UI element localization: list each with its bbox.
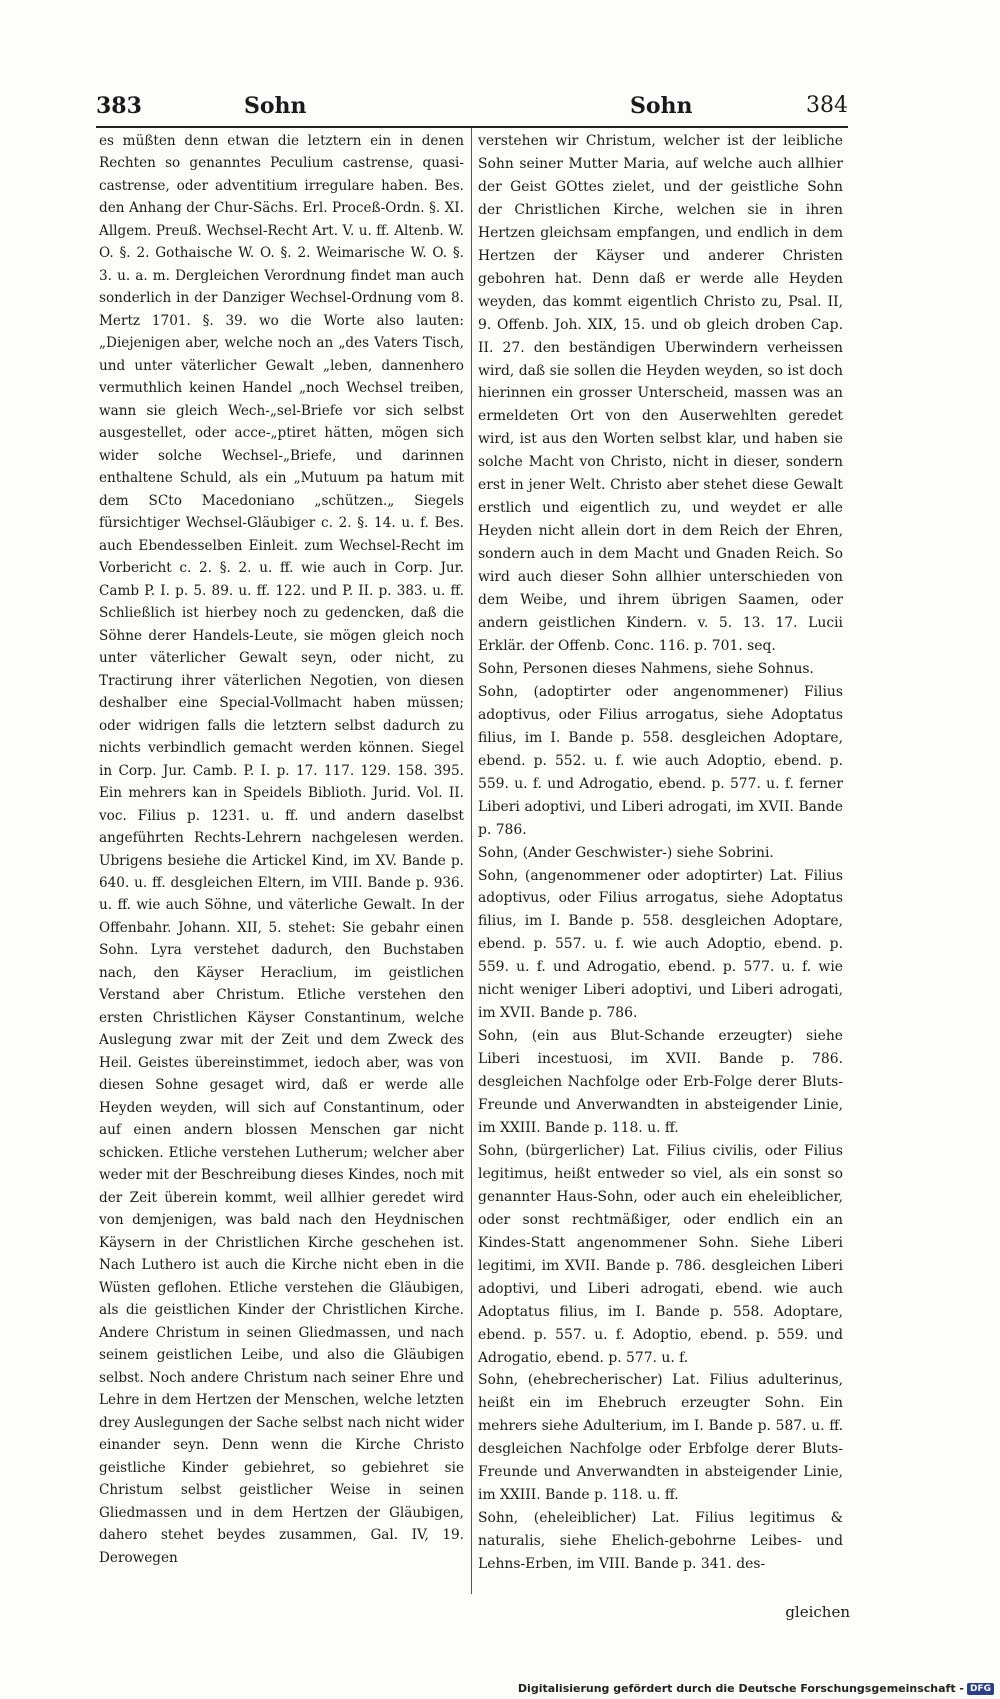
header-rule xyxy=(96,126,848,128)
page-number-right: 384 xyxy=(806,93,848,118)
running-title-right: Sohn xyxy=(630,93,693,119)
dfg-logo: DFG xyxy=(967,1683,994,1695)
entry-sohn-angenommener: Sohn, (angenommener oder adoptirter) Lat. Filius adoptivus, oder Filius arrogatus, siehe Adoptatus filius, im I. Bande p. 558. desgleichen Adoptare, ebend. p. 557. u. f. wie auch Adoptio, ebend. p. 559. u. f. und Adrogatio, ebend. p. 577. u. f. wie nicht weniger Liberi adoptivi, und Liberi adrogati, im XVII. Bande p. 786. xyxy=(478,867,843,1022)
entry-sohn-personen: Sohn, Personen dieses Nahmens, siehe Sohnus. xyxy=(478,660,814,677)
page-number-left: 383 xyxy=(96,93,142,119)
entry-sohn-ehebrecherischer: Sohn, (ehebrecherischer) Lat. Filius adulterinus, heißt ein im Ehebruch erzeugter Sohn. Ein mehrers siehe Adulterium, im I. Bande p. 587. u. ff. desgleichen Nachfolge oder Erbfolge derer Bluts-Freunde und Anverwandten in absteigender Linie, im XXIII. Bande p. 118. u. ff. xyxy=(478,1372,843,1504)
entry-sohn-blutschande: Sohn, (ein aus Blut-Schande erzeugter) siehe Liberi incestuosi, im XVII. Bande p. 786. desgleichen Nachfolge oder Erb-Folge derer Bluts-Freunde und Anverwandten in absteigender Linie, im XXIII. Bande p. 118. u. ff. xyxy=(478,1028,843,1136)
entry-sohn-buergerlicher: Sohn, (bürgerlicher) Lat. Filius civilis, oder Filius legitimus, heißt entweder so viel, als ein sonst so genannter Haus-Sohn, oder auch ein eheleiblicher, oder sonst rechtmäßiger, oder endlich ein an Kindes-Statt angenommener Sohn. Siehe Liberi legitimi, im XVII. Bande p. 786. desgleichen Liberi adoptivi, und Liberi adrogati, ebend. wie auch Adoptatus filius, im I. Bande p. 558. Adoptare, ebend. p. 557. u. f. Adoptio, ebend. p. 559. und Adrogatio, ebend. p. 577. u. f. xyxy=(478,1142,843,1366)
column-divider xyxy=(471,128,472,1594)
footer-credit xyxy=(518,1682,994,1695)
entry-sohn-eheleiblicher: Sohn, (eheleiblicher) Lat. Filius legitimus & naturalis, siehe Ehelich-gebohrne Leibes- und Lehns-Erben, im VIII. Bande p. 341. des- xyxy=(478,1510,843,1573)
entry-sohn-adoptirter: Sohn, (adoptirter oder angenommener) Filius adoptivus, oder Filius arrogatus, siehe Adoptatus filius, im I. Bande p. 558. desgleichen Adoptare, ebend. p. 552. u. f. wie auch Adoptio, ebend. p. 559. u. f. und Adrogatio, ebend. p. 577. u. f. ferner Liberi adoptivi, und Liberi adrogati, im XVII. Bande p. 786. xyxy=(478,683,843,838)
paragraph: verstehen wir Christum, welcher ist der leibliche Sohn seiner Mutter Maria, auf welche auch allhier der Geist GOttes zielet, und der geistliche Sohn der Christlichen Kirche, welchen sie in ihren Hertzen gleichsam empfangen, und endlich in dem Hertzen der Käyser und anderer Christen gebohren hat. Denn daß er werde alle Heyden weyden, das kommt eigentlich Christo zu, Psal. II, 9. Offenb. Joh. XIX, 15. und ob gleich droben Cap. II. 27. den beständigen Uberwindern verheissen wird, daß sie sollen die Heyden weyden, so ist doch hierinnen ein grosser Unterscheid, massen was an ermeldeten Ort von den Auserwehlten geredet wird, ist aus den Worten selbst klar, und haben sie solche Macht von Christo, nicht in dieser, sondern erst in jener Welt. Christo aber stehet diese Gewalt erstlich und eigentlich zu, und weydet er alle Heyden nicht allein dort in dem Reich der Ehren, sondern auch in dem Macht und Gnaden Reich. So wird auch dieser Sohn allhier unterschieden von dem Weibe, und ihrem übrigen Saamen, oder andern geistlichen Kindern. v. 5. 13. 17. Lucii Erklär. der Offenb. Conc. 116. p. 701. seq. xyxy=(478,133,843,654)
catchword: gleichen xyxy=(785,1603,850,1621)
paragraph: es müßten denn etwan die letztern ein in denen Rechten so genanntes Peculium castrense, quasi-castrense, oder adventitium irregulare haben. Bes. den Anhang der Chur-Sächs. Erl. Proceß-Ordn. §. XI. Allgem. Preuß. Wechsel-Recht Art. V. u. ff. Altenb. W. O. §. 2. Gothaische W. O. §. 2. Weimarische W. O. §. 3. u. a. m. Dergleichen Verordnung findet man auch sonderlich in der Danziger Wechsel-Ordnung vom 8. Mertz 1701. §. 39. wo die Worte also lauten: „Diejenigen aber, welche noch an „des Vaters Tisch, und unter väterlicher Gewalt „leben, dannenhero vermuthlich keinen Handel „noch Wechsel treiben, wann sie gleich Wech-„sel-Briefe vor sich selbst ausgestellet, oder acce-„ptiret hätten, mögen sich wider solche Wechsel-„Briefe, und darinnen enthaltene Schuld, als ein „Mutuum pa hatum mit dem SCto Macedoniano „schützen.„ Siegels fürsichtiger Wechsel-Gläubiger c. 2. §. 14. u. f. Bes. auch Ebendesselben Einleit. zum Wechsel-Recht im Vorbericht c. 2. §. 2. u. ff. wie auch in Corp. Jur. Camb P. I. p. 5. 89. u. ff. 122. und P. II. p. 383. u. ff. Schließlich ist hierbey noch zu gedencken, daß die Söhne derer Handels-Leute, sie mögen gleich noch unter väterlicher Gewalt seyn, oder nicht, zu Tractirung ihrer väterlichen Negotien, von diesen deshalber eine Special-Vollmacht haben müssen; oder widrigen falls die letztern selbst dadurch zu nichts verbindlich gemacht werden können. Siegel in Corp. Jur. Camb. P. I. p. 17. 117. 129. 158. 395. Ein mehrers kan in Speidels Biblioth. Jurid. Vol. II. voc. Filius p. 1231. u. ff. und andern daselbst angeführten Rechts-Lehrern nachgelesen werden. Ubrigens besiehe die Artickel Kind, im XV. Bande p. 640. u. ff. desgleichen Eltern, im VIII. Bande p. 936. u. ff. wie auch Söhne, und väterliche Gewalt. In der Offenbahr. Johann. XII, 5. stehet: Sie gebahr einen Sohn. Lyra verstehet dadurch, den Buchstaben nach, den Käyser Heraclium, im geistlichen Verstand aber Christum. Etliche verstehen den ersten Christlichen Käyser Constantinum, welche Auslegung zwar mit der Zeit und dem Zweck des Heil. Geistes übereinstimmet, iedoch aber, was von diesen Sohne gesaget wird, daß er werde alle Heyden weyden, will sich auf Constantinum, oder auf einen andern blossen Menschen gar nicht schicken. Etliche verstehen Lutherum; welcher aber weder mit der Beschreibung dieses Kindes, noch mit der Zeit überein kommt, weil allhier geredet wird von demjenigen, was bald nach den Heydnischen Käysern in der Christlichen Kirche geschehen ist. Nach Luthero ist auch die Kirche nicht eben in die Wüsten geflohen. Etliche verstehen die Gläubigen, als die geistlichen Kinder der Christlichen Kirche. Andere Christum in seinen Gliedmassen, und nach seinem geistlichen Leibe, und also die Gläubigen selbst. Noch andere Christum nach seiner Ehre und Lehre in dem Hertzen der Menschen, welche letzten drey Auslegungen der Sache selbst nach nicht wider einander seyn. Denn wenn die Kirche Christo geistliche Kinder gebiehret, so gebiehret sie Christum selbst geistlicher Weise in seinen Gliedmassen und in dem Hertzen der Gläubigen, dahero stehet beydes zusammen, Gal. IV, 19. Derowegen xyxy=(99,133,464,1566)
running-title-left: Sohn xyxy=(244,93,307,119)
entry-sohn-ander-geschwister: Sohn, (Ander Geschwister-) siehe Sobrini. xyxy=(478,844,774,861)
footer-text: Digitalisierung gefördert durch die Deutsche Forschungsgemeinschaft - xyxy=(517,1682,964,1695)
left-column xyxy=(99,130,464,1569)
right-column xyxy=(478,130,843,1576)
running-header xyxy=(96,92,848,124)
